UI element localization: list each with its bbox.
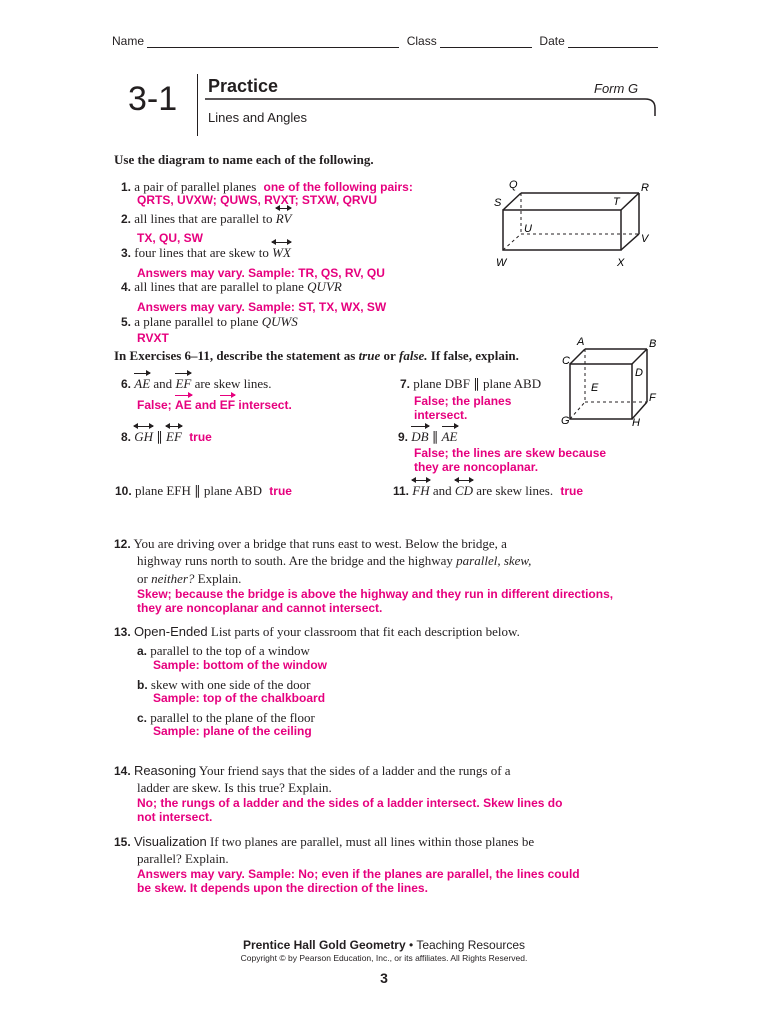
label-U: U <box>524 223 532 235</box>
prism-diagram-2 <box>555 334 665 430</box>
label-X: X <box>617 257 625 269</box>
question-13a: a. parallel to the top of a window <box>137 643 310 658</box>
item-1: 1. a pair of parallel planes one of the following pairs: <box>121 179 413 194</box>
line-CD: CD <box>455 483 473 499</box>
item-11: 11. FH and CD are skew lines. true <box>393 483 583 499</box>
name-label: Name <box>112 34 145 48</box>
question-12-line3: or neither? Explain. <box>137 571 242 586</box>
answer-10: true <box>269 484 292 498</box>
item-6: 6. AE and EF are skew lines. <box>121 376 272 391</box>
subtitle: Lines and Angles <box>208 110 308 125</box>
label-C: C <box>562 355 570 367</box>
answer-8: true <box>189 430 212 444</box>
line-WX: WX <box>272 245 291 261</box>
item-3: 3. four lines that are skew to WX <box>121 245 291 261</box>
line-GH: GH <box>134 429 153 445</box>
question-12: 12. You are driving over a bridge that runs east to west. Below the bridge, a <box>114 536 507 551</box>
class-label: Class <box>406 34 437 48</box>
question-14-line2: ladder are skew. Is this true? Explain. <box>137 780 332 795</box>
section1-instruction: Use the diagram to name each of the following. <box>114 152 374 167</box>
item-5: 5. a plane parallel to plane QUWS <box>121 314 298 329</box>
question-15-line2: parallel? Explain. <box>137 851 229 866</box>
prism-diagram-1 <box>490 176 660 276</box>
item-10: 10. plane EFH ∥ plane ABD true <box>115 483 292 498</box>
answer-4: Answers may vary. Sample: ST, TX, WX, SW <box>137 300 387 314</box>
item-4: 4. all lines that are parallel to plane QUVR <box>121 279 342 294</box>
question-12-line2: highway runs north to south. Are the bridge and the highway parallel, skew, <box>137 553 532 568</box>
item-2: 2. all lines that are parallel to RV <box>121 211 291 227</box>
ray-DB: DB <box>411 429 429 444</box>
label-D: D <box>635 367 643 379</box>
answer-13a: Sample: bottom of the window <box>153 658 327 672</box>
date-label: Date <box>539 34 565 48</box>
label-Q: Q <box>509 179 518 191</box>
footer-book: Prentice Hall Gold Geometry • Teaching Resources <box>242 938 526 952</box>
item-7: 7. plane DBF ∥ plane ABD <box>400 376 542 391</box>
label-W: W <box>496 257 507 269</box>
label-E: E <box>591 382 599 394</box>
answer-6: False; AE and EF intersect. <box>137 398 292 412</box>
label-T: T <box>613 196 620 208</box>
item-9: 9. DB ∥ AE <box>398 429 458 444</box>
lesson-number: 3-1 <box>128 80 178 118</box>
ray-EF: EF <box>175 376 192 391</box>
answer-1: one of the following pairs: <box>263 180 413 194</box>
answer-11: true <box>560 484 584 498</box>
answer-15b: be skew. It depends upon the direction of the lines. <box>137 881 428 895</box>
question-13c: c. parallel to the plane of the floor <box>137 710 315 725</box>
practice-heading: Practice <box>208 76 279 96</box>
answer-12b: they are noncoplanar and cannot intersect. <box>137 601 383 615</box>
page-number: 3 <box>380 970 388 986</box>
answer-15: Answers may vary. Sample: No; even if the planes are parallel, the lines could <box>137 867 580 881</box>
question-15: 15. Visualization If two planes are parallel, must all lines within those planes be <box>114 834 535 849</box>
answer-5: RVXT <box>137 331 169 345</box>
answer-14: No; the rungs of a ladder and the sides of a ladder intersect. Skew lines do <box>137 796 563 810</box>
footer-copyright: Copyright © by Pearson Education, Inc., or its affiliates. All Rights Reserved. <box>240 953 528 963</box>
label-H: H <box>632 417 640 429</box>
answer-7: False; the planes <box>414 394 512 408</box>
answer-12: Skew; because the bridge is above the highway and they run in different directions, <box>137 587 614 601</box>
label-A: A <box>577 336 585 348</box>
answer-3: Answers may vary. Sample: TR, QS, RV, QU <box>137 266 385 280</box>
line-FH: FH <box>412 483 429 499</box>
label-G: G <box>561 415 570 427</box>
answer-1b: QRTS, UVXW; QUWS, RVXT; STXW, QRVU <box>137 193 378 207</box>
question-13b: b. skew with one side of the door <box>137 677 311 692</box>
label-B: B <box>649 338 657 350</box>
section2-instruction: In Exercises 6–11, describe the statement as true or false. If false, explain. <box>114 348 519 363</box>
line-EF: EF <box>166 429 182 445</box>
answer-14b: not intersect. <box>137 810 213 824</box>
form-label: Form G <box>594 81 639 96</box>
question-13: 13. Open-Ended List parts of your classroom that fit each description below. <box>114 624 520 639</box>
answer-9: False; the lines are skew because <box>414 446 607 460</box>
line-RV: RV <box>276 211 292 227</box>
name-row <box>112 34 658 48</box>
label-F: F <box>649 392 656 404</box>
item-8: 8. GH ∥ EF true <box>121 429 212 445</box>
answer-7b: intersect. <box>414 408 468 422</box>
ray-AE: AE <box>134 376 151 391</box>
ray-AE-9: AE <box>441 429 458 444</box>
question-14: 14. Reasoning Your friend says that the sides of a ladder and the rungs of a <box>114 763 511 778</box>
name-blank <box>147 35 399 48</box>
answer-9b: they are noncoplanar. <box>414 460 539 474</box>
label-S: S <box>494 197 502 209</box>
title-divider <box>197 74 198 136</box>
answer-13b: Sample: top of the chalkboard <box>153 691 326 705</box>
answer-2: TX, QU, SW <box>137 231 203 245</box>
date-blank <box>568 35 658 48</box>
label-V: V <box>641 233 649 245</box>
label-R: R <box>641 182 649 194</box>
answer-13c: Sample: plane of the ceiling <box>153 724 312 738</box>
class-blank <box>440 35 532 48</box>
